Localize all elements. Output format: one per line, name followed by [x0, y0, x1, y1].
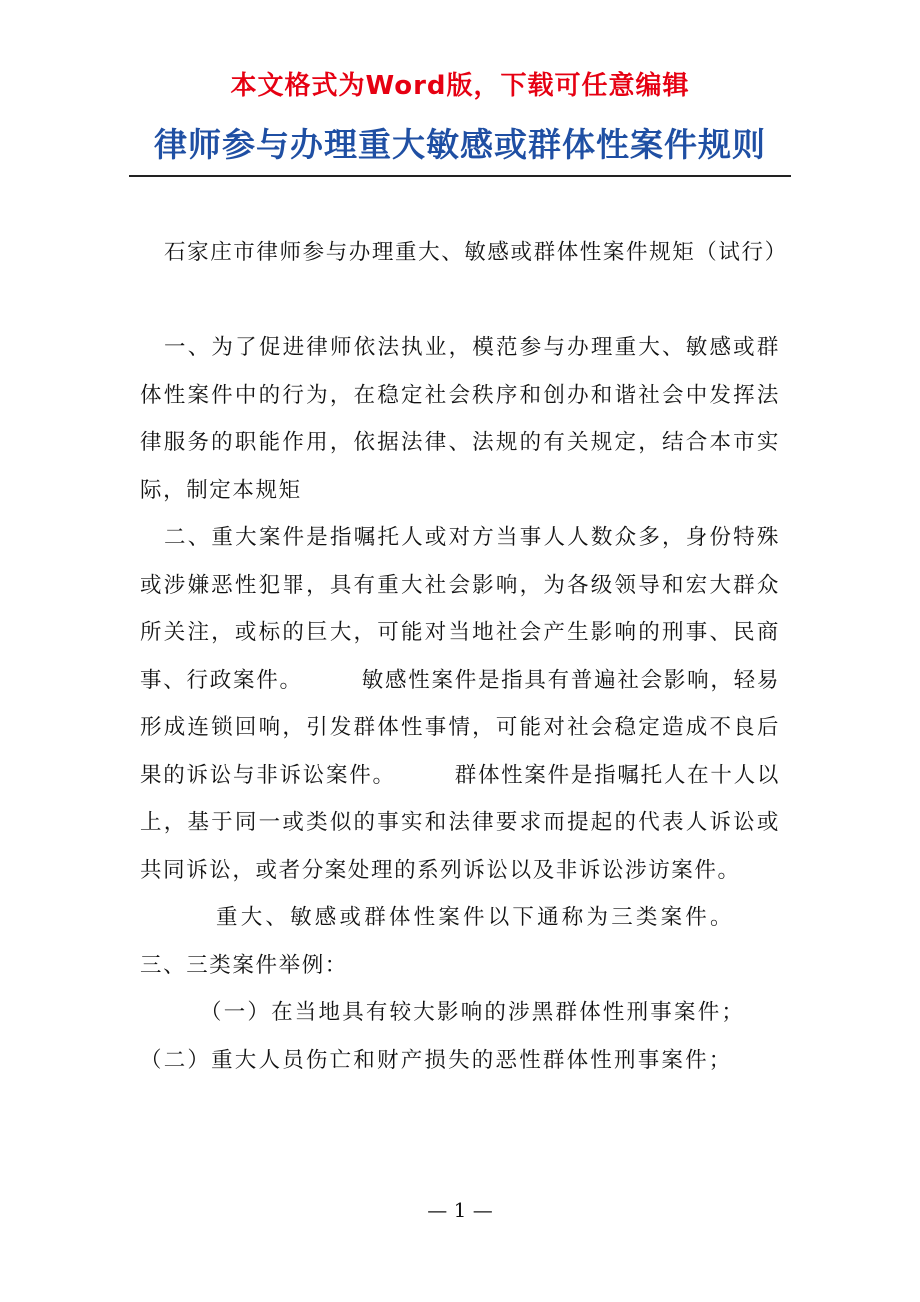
- page-number: — 1 —: [427, 1198, 493, 1222]
- document-body: [140, 229, 788, 1084]
- list-item: （一）在当地具有较大影响的涉黑群体性刑事案件；: [200, 1000, 746, 1025]
- document-title: 律师参与办理重大敏感或群体性案件规则: [154, 125, 766, 164]
- article-3-heading: 三、三类案件举例：: [140, 952, 348, 978]
- title-divider: [129, 175, 791, 177]
- blank-line: [140, 277, 780, 325]
- collective-term-paragraph: 重大、敏感或群体性案件以下通称为三类案件。: [216, 905, 735, 930]
- article-2-paragraph: 二、重大案件是指嘱托人或对方当事人人数众多，身份特殊或涉嫌恶性犯罪，具有重大社会影响，为各级领导和宏大群众所关注，或标的巨大，可能对当地社会产生影响的刑事、民商事、行政案件。 敏感性案件是指具有普遍社会影响，轻易形成连锁回响，引发群体性事情，可能对社会稳定造成不良后果的诉讼与非诉讼案件。 群体性案件是指嘱托人在十人以上，基于同一或类似的事实和法律要求而提起的代表人诉讼或共同诉讼，或者分案处理的系列诉讼以及非诉讼涉访案件。: [140, 525, 780, 883]
- list-item: （二）重大人员伤亡和财产损失的恶性群体性刑事案件；: [140, 1047, 733, 1073]
- download-notice: 本文格式为Word版，下载可任意编辑: [230, 71, 690, 101]
- article-1-paragraph: 一、为了促进律师依法执业，模范参与办理重大、敏感或群体性案件中的行为，在稳定社会秩序和创办和谐社会中发挥法律服务的职能作用，依据法律、法规的有关规定，结合本市实际，制定本规矩: [140, 335, 780, 503]
- subtitle-paragraph: 石家庄市律师参与办理重大、敏感或群体性案件规矩（试行）: [164, 240, 788, 265]
